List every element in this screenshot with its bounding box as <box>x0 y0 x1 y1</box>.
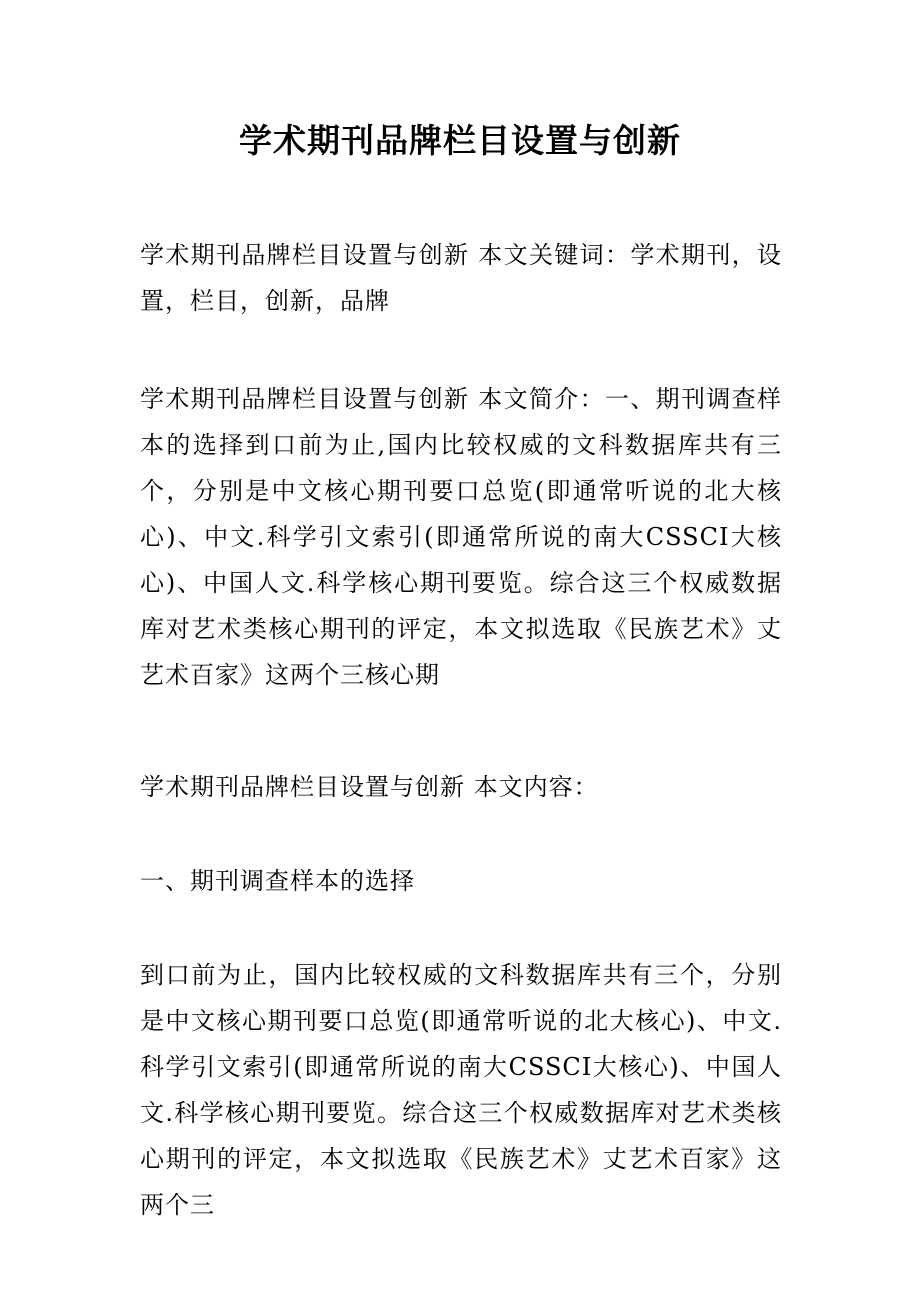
summary-paragraph: 学术期刊品牌栏目设置与创新 本文简介：一、期刊调查样本的选择到口前为止,国内比较权威的文科数据库共有三个，分别是中文核心期刊要口总览(即通常听说的北大核心)、中文.科学引文索引(即通常所说的南大CSSCI大核心)、中国人文.科学核心期刊要览。综合这三个权威数据库对艺术类核心期刊的评定，本文拟选取《民族艺术》丈艺术百家》这两个三核心期 <box>140 385 782 689</box>
body-paragraph: 到口前为止，国内比较权威的文科数据库共有三个，分别是中文核心期刊要口总览(即通常听说的北大核心)、中文.科学引文索引(即通常所说的南大CSSCI大核心)、中国人文.科学核心期刊要览。综合这三个权威数据库对艺术类核心期刊的评定，本文拟选取《民族艺术》丈艺术百家》这两个三 <box>140 961 782 1219</box>
page-title: 学术期刊品牌栏目设置与创新 <box>239 121 681 160</box>
section-heading: 一、期刊调查样本的选择 <box>140 867 415 895</box>
content-label: 学术期刊品牌栏目设置与创新 本文内容： <box>140 773 599 801</box>
keywords-paragraph: 学术期刊品牌栏目设置与创新 本文关键词：学术期刊，设置，栏目，创新，品牌 <box>140 241 782 315</box>
